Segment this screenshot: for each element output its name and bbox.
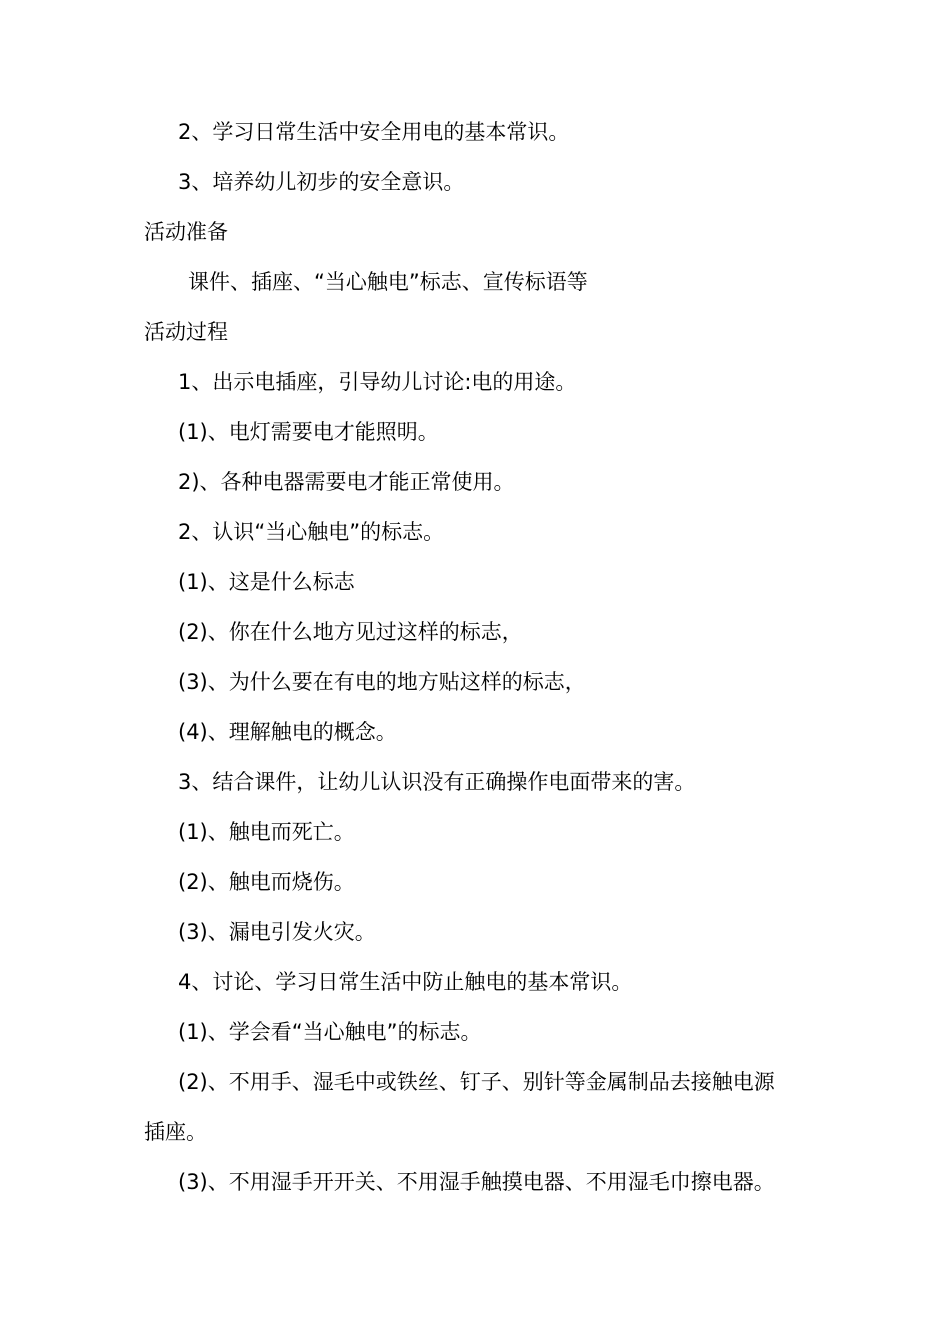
preparation-materials: 课件、插座、“当心触电”标志、宣传标语等	[188, 270, 588, 294]
process-step-1-item-2: 2)、各种电器需要电才能正常使用。	[178, 470, 515, 494]
goal-2: 2、学习日常生活中安全用电的基本常识。	[178, 120, 570, 144]
section-heading-preparation: 活动准备	[144, 220, 228, 244]
process-step-2-item-3: (3)、为什么要在有电的地方贴这样的标志，	[178, 670, 586, 694]
process-step-4-item-2: (2)、不用手、湿毛中或铁丝、钉子、别针等金属制品去接触电源	[178, 1070, 775, 1094]
process-step-4-item-1: (1)、学会看“当心触电”的标志。	[178, 1020, 482, 1044]
process-step-2: 2、认识“当心触电”的标志。	[178, 520, 445, 544]
process-step-3-item-1: (1)、触电而死亡。	[178, 820, 355, 844]
process-step-3-item-2: (2)、触电而烧伤。	[178, 870, 355, 894]
process-step-1: 1、出示电插座，引导幼儿讨论:电的用途。	[178, 370, 577, 394]
process-step-4: 4、讨论、学习日常生活中防止触电的基本常识。	[178, 970, 633, 994]
section-heading-process: 活动过程	[144, 320, 228, 344]
process-step-4-item-2-continued: 插座。	[144, 1120, 207, 1144]
process-step-1-item-1: (1)、电灯需要电才能照明。	[178, 420, 439, 444]
goal-3: 3、培养幼儿初步的安全意识。	[178, 170, 465, 194]
process-step-2-item-1: (1)、这是什么标志	[178, 570, 355, 594]
process-step-2-item-2: (2)、你在什么地方见过这样的标志，	[178, 620, 523, 644]
process-step-3: 3、结合课件，让幼儿认识没有正确操作电面带来的害。	[178, 770, 696, 794]
process-step-4-item-3: (3)、不用湿手开开关、不用湿手触摸电器、不用湿毛巾擦电器。	[178, 1170, 775, 1194]
process-step-2-item-4: (4)、理解触电的概念。	[178, 720, 397, 744]
process-step-3-item-3: (3)、漏电引发火灾。	[178, 920, 376, 944]
